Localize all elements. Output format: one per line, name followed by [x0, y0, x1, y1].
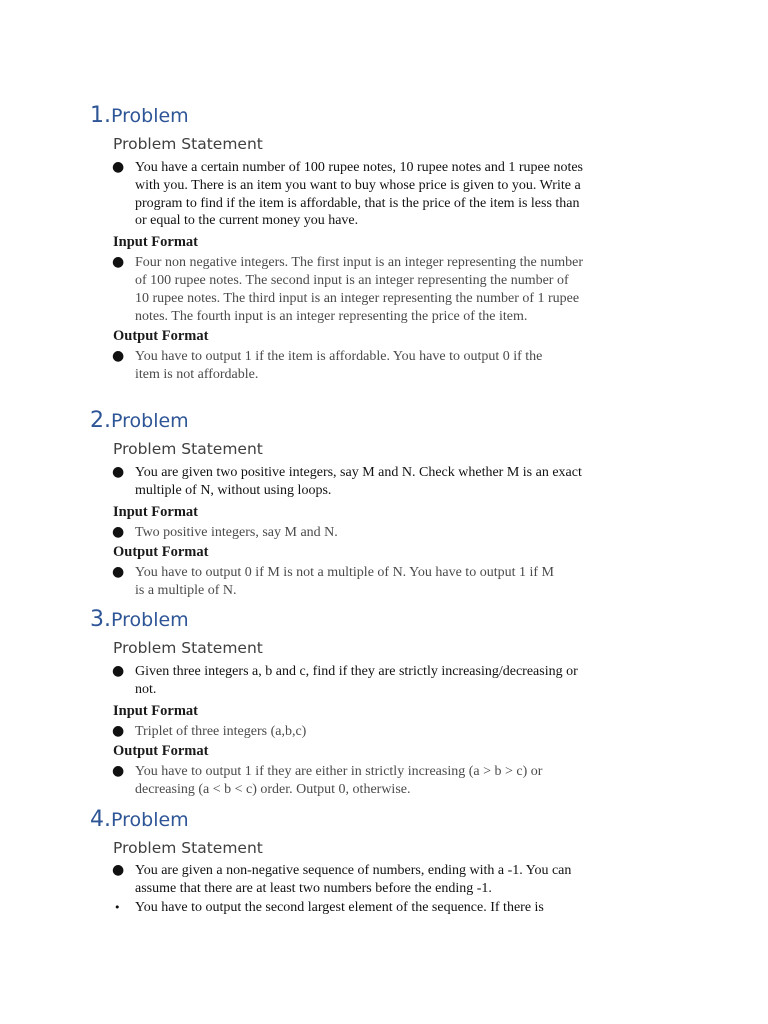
input-format-heading: Input Format [113, 702, 198, 719]
statement-text: Given three integers a, b and c, find if they are strictly increasing/decreasing or not. [135, 664, 578, 697]
bullet-icon: ● [112, 464, 125, 480]
output-format-heading: Output Format [113, 328, 209, 345]
problem-number: 1. [90, 103, 111, 128]
bullet-icon: ● [112, 523, 125, 540]
input-bullet [112, 523, 583, 542]
statement-text: You have a certain number of 100 rupee notes, 10 rupee notes and 1 rupee notes with you. There is an item you want to buy whose price is given to you. Write a program to find if the item is affordable, that is the price of the item is less than or equal to the current money you have. [135, 160, 583, 229]
problem-4 [90, 805, 590, 916]
output-format-heading: Output Format [113, 544, 209, 561]
input-text: Four non negative integers. The first input is an integer representing the number of 100 rupee notes. The second input is an integer representing the number of 10 rupee notes. The third input is an integer representing the number of 1 rupee notes. The fourth input is an integer representing the price of the item. [135, 255, 584, 324]
bullet-icon: ● [112, 564, 125, 581]
statement-heading: Problem Statement [113, 839, 263, 857]
output-bullet [112, 564, 565, 600]
bullet-icon: ● [112, 254, 125, 271]
problem-title: Problem [111, 410, 189, 432]
problem-number: 4. [90, 807, 111, 832]
input-text: Two positive integers, say M and N. [135, 524, 338, 540]
statement-bullet [112, 159, 583, 230]
statement-text-2: You have to output the second largest element of the sequence. If there is [135, 899, 544, 915]
statement-bullet-2 [114, 899, 583, 917]
output-format-heading: Output Format [113, 743, 209, 760]
problem-3 [90, 605, 590, 799]
statement-bullet [112, 464, 583, 500]
bullet-icon: ● [112, 862, 125, 878]
input-bullet [112, 254, 584, 325]
output-text: You have to output 1 if the item is affordable. You have to output 0 if the item is not affordable. [135, 349, 543, 383]
problem-title: Problem [111, 105, 189, 127]
output-text: You have to output 0 if M is not a multiple of N. You have to output 1 if M is a multiple of N. [135, 565, 554, 599]
problem-number: 3. [90, 607, 111, 632]
statement-heading: Problem Statement [113, 639, 263, 657]
statement-text: You are given a non-negative sequence of numbers, ending with a -1. You can assume that there are at least two numbers before the ending -1. [135, 863, 572, 896]
output-bullet [112, 348, 555, 384]
bullet-icon: ● [112, 663, 125, 679]
problem-heading [90, 101, 590, 131]
bullet-icon: ● [112, 348, 125, 365]
output-text: You have to output 1 if they are either in strictly increasing (a > b > c) or decreasing (a < b < c) order. Output 0, otherwise. [135, 764, 543, 798]
bullet-icon: ● [112, 159, 125, 175]
problem-1 [90, 101, 590, 384]
small-bullet-icon: • [114, 900, 121, 914]
problem-number: 2. [90, 408, 111, 433]
statement-text: You are given two positive integers, say M and N. Check whether M is an exact multiple of N, without using loops. [135, 465, 582, 498]
input-format-heading: Input Format [113, 503, 198, 520]
problem-2 [90, 406, 590, 600]
bullet-icon: ● [112, 722, 125, 739]
statement-bullet [112, 862, 583, 898]
statement-heading: Problem Statement [113, 135, 263, 153]
statement-bullet [112, 663, 583, 699]
problem-title: Problem [111, 809, 189, 831]
bullet-icon: ● [112, 763, 125, 780]
problem-title: Problem [111, 609, 189, 631]
input-format-heading: Input Format [113, 234, 198, 251]
input-bullet [112, 722, 583, 741]
input-text: Triplet of three integers (a,b,c) [135, 723, 307, 739]
output-bullet [112, 763, 583, 799]
statement-heading: Problem Statement [113, 440, 263, 458]
problem-heading [90, 805, 590, 835]
problem-heading [90, 406, 590, 436]
problem-heading [90, 605, 590, 635]
